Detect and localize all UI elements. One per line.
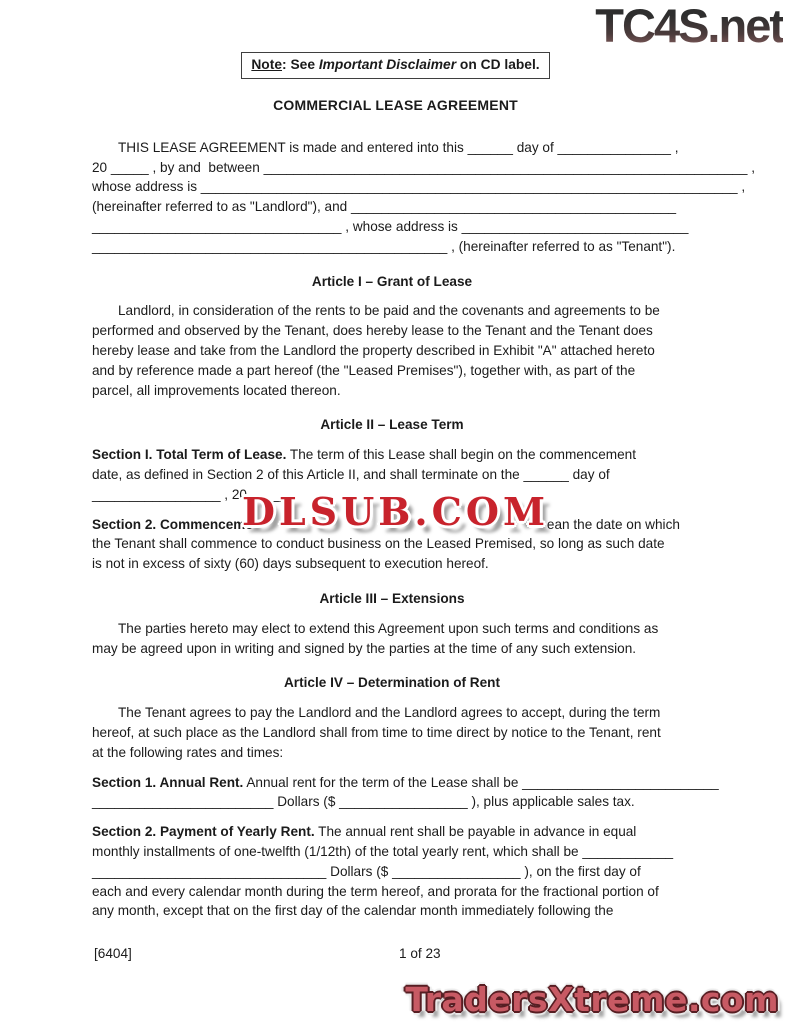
section-lead: Section 1. Annual Rent.	[92, 774, 244, 790]
text-line	[92, 158, 755, 178]
text-segment: ean the date on which	[546, 516, 680, 532]
text-line	[92, 792, 692, 812]
note-separator: : See	[282, 57, 319, 72]
section-lead: Section 2. Payment of Yearly Rent.	[92, 824, 315, 840]
article-heading: Article IV – Determination of Rent	[283, 675, 501, 691]
text-segment: _______________________________ Dollars ($ _________________ ), on the first day of	[92, 863, 641, 879]
text-line	[92, 445, 692, 465]
document-body	[92, 138, 755, 921]
section-lead: Section I. Total Term of Lease.	[92, 447, 287, 463]
text-segment: ________________________ Dollars ($ _________________ ), plus applicable sales tax.	[92, 794, 635, 810]
note-rest: on CD label.	[456, 57, 540, 72]
paragraph	[92, 301, 692, 400]
text-line	[92, 341, 692, 361]
text-segment: whose address is _______________________________________________________________________ ,	[92, 179, 746, 195]
text-segment: any month, except that on the first day of the calendar month immediately following the	[92, 903, 614, 919]
tc4s-logo: TC4S.net	[595, 0, 783, 52]
text-line	[92, 554, 692, 574]
text-line	[92, 177, 746, 197]
text-segment: parcel, all improvements located thereon.	[92, 382, 341, 398]
text-segment: the Tenant shall commence to conduct business on the Leased Premised, so long as such date	[92, 536, 665, 552]
paragraph	[92, 773, 719, 813]
text-segment: date, as defined in Section 2 of this Article II, and shall terminate on the ______ day of	[92, 466, 610, 482]
document-number: [6404]	[94, 946, 132, 961]
text-segment: The term of this Lease shall begin on the commencement	[286, 447, 636, 463]
text-segment: performed and observed by the Tenant, does hereby lease to the Tenant and the Tenant does	[92, 323, 653, 339]
text-segment: 20 _____ , by and between ________________________________________________________________ ,	[92, 159, 755, 175]
note-emphasis: Important Disclaimer	[318, 57, 457, 72]
text-line	[92, 197, 692, 217]
text-segment: hereby lease and take from the Landlord the property described in Exhibit "A" attached hereto	[92, 342, 655, 358]
text-segment: The Tenant agrees to pay the Landlord and the Landlord agrees to accept, during the term	[118, 705, 661, 721]
paragraph	[92, 822, 692, 921]
disclaimer-note	[241, 52, 549, 79]
page-number-indicator: 1 of 23	[399, 946, 441, 961]
dlsub-watermark: DLSUB.COM	[242, 488, 550, 534]
text-line	[92, 842, 692, 862]
text-segment: _______________________________________________ , (hereinafter referred to as "Tenant").	[92, 238, 676, 254]
article-heading: Article III – Extensions	[319, 590, 465, 606]
text-line	[92, 534, 692, 554]
text-line	[92, 639, 692, 659]
text-line	[92, 773, 719, 793]
text-segment: each and every calendar month during the term hereof, and prorata for the fractional portion of	[92, 883, 659, 899]
text-line	[92, 217, 692, 237]
text-segment: monthly installments of one-twelfth (1/12th) of the total yearly rent, which shall be ____________	[92, 843, 674, 859]
article-heading: Article II – Lease Term	[320, 417, 464, 433]
tradersxtreme-logo: TradersXtreme.com	[405, 980, 779, 1019]
text-segment: _________________ , 20 _____ .	[92, 486, 297, 502]
text-line	[92, 381, 692, 401]
text-segment: at the following rates and times:	[92, 744, 284, 760]
text-segment: The parties hereto may elect to extend this Agreement upon such terms and conditions as	[118, 620, 659, 636]
page-footer	[0, 944, 791, 964]
text-line	[92, 465, 692, 485]
text-segment: The annual rent shall be payable in advance in equal	[314, 824, 637, 840]
text-segment: _________________________________ , whose address is ______________________________	[92, 218, 689, 234]
note-label: Note	[251, 57, 283, 72]
text-line	[92, 703, 692, 723]
text-line	[92, 822, 692, 842]
section-lead: Section 2. Commenceme	[92, 516, 253, 532]
text-line	[92, 301, 692, 321]
paragraph	[92, 703, 692, 762]
text-line	[92, 361, 692, 381]
text-segment: THIS LEASE AGREEMENT is made and entered into this ______ day of _______________ ,	[118, 139, 679, 155]
text-segment: is not in excess of sixty (60) days subsequent to execution hereof.	[92, 556, 489, 572]
paragraph	[92, 138, 755, 257]
document-title: COMMERCIAL LEASE AGREEMENT	[273, 97, 518, 113]
text-segment: (hereinafter referred to as "Landlord"), and ___________________________________________	[92, 199, 677, 215]
text-line	[92, 619, 692, 639]
paragraph	[92, 619, 692, 659]
text-line	[92, 901, 692, 921]
text-segment: hereof, at such place as the Landlord shall from time to time direct by notice to the Tenant, rent	[92, 724, 661, 740]
article-heading: Article I – Grant of Lease	[311, 273, 473, 289]
text-line	[92, 723, 692, 743]
text-line	[92, 862, 692, 882]
text-segment: and by reference made a part hereof (the "Leased Premises"), together with, as part of the	[92, 362, 636, 378]
text-line	[92, 237, 692, 257]
text-segment: Annual rent for the term of the Lease shall be __________________________	[243, 774, 719, 790]
text-line	[92, 743, 692, 763]
text-segment: Landlord, in consideration of the rents to be paid and the covenants and agreements to be	[118, 303, 660, 319]
text-line	[92, 321, 692, 341]
text-segment: may be agreed upon in writing and signed by the parties at the time of any such extension.	[92, 640, 637, 656]
text-line	[92, 882, 692, 902]
text-line	[92, 138, 692, 158]
